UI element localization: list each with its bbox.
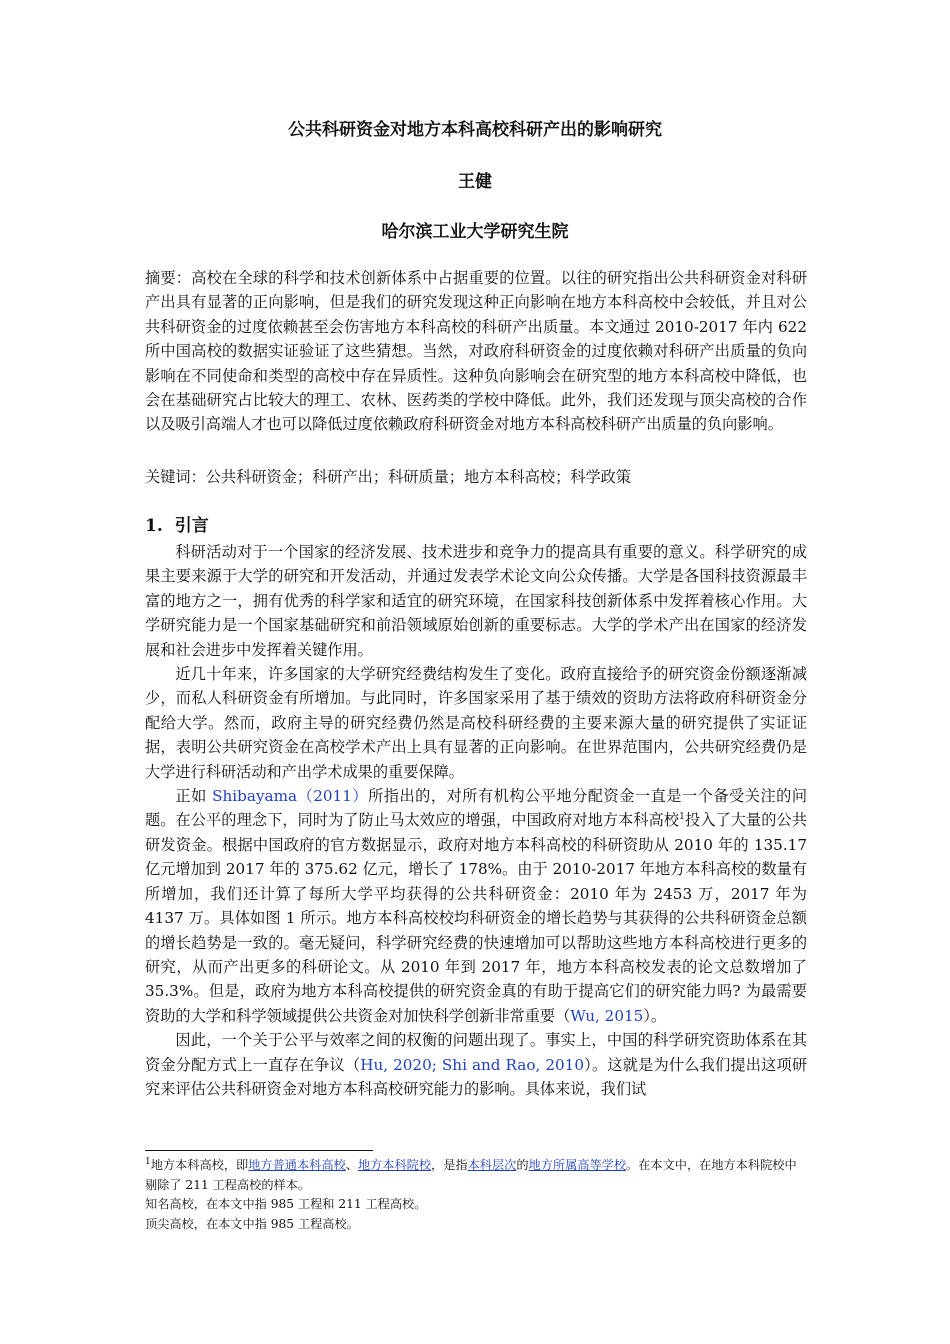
paragraph-3-text-c: 投入了大量的公共研发资金。根据中国政府的官方数据显示，政府对地方本科高校的科研资助从 2010 年的 135.17 亿元增加到 2017 年的 375.62 亿元，增长了 178%。由于 2010-2017 年地方本科高校的数量有所增加，我们还计算了每所大学平均获得的公共科研资金：2010 年为 2453 万，2017 年为 4137 万。具体如图 1 所示。地方本科高校校均科研资金的增长趋势与其获得的公共科研资金总额的增长趋势是一致的。毫无疑问，科学研究经费的快速增加可以帮助这些地方本科高校进行更多的研究，从而产出更多的科研论文。从 2010 年到 2017 年，地方本科高校发表的论文总数增加了 35.3%。但是，政府为地方本科高校提供的研究资金真的有助于提高它们的研究能力吗? 为最需要资助的大学和科学领域提供公共资金对加快科学创新非常重要（ <box>145 811 808 1025</box>
paragraph-3-text-a: 正如 <box>175 787 213 806</box>
abstract: 摘要：高校在全球的科学和技术创新体系中占据重要的位置。以往的研究指出公共科研资金对科研产出具有显著的正向影响，但是我们的研究发现这种正向影响在地方本科高校中会较低，并且对公共科研资金的过度依赖甚至会伤害地方本科高校的科研产出质量。本文通过 2010-2017 年内 622 所中国高校的数据实证验证了这些猜想。当然，对政府科研资金的过度依赖对科研产出质量的负向影响在不同使命和类型的高校中存在异质性。这种负向影响会在研究型的地方本科高校中降低，也会在基础研究占比较大的理工、农林、医药类的学校中降低。此外，我们还发现与顶尖高校的合作以及吸引高端人才也可以降低过度依赖政府科研资金对地方本科高校科研产出质量的负向影响。 <box>145 269 807 434</box>
footnote-link-local-institutions[interactable]: 地方所属高等学校 <box>528 1158 627 1172</box>
citation-shibayama[interactable]: Shibayama（2011） <box>212 787 369 806</box>
footnote-2: 知名高校，在本文中指 985 工程和 211 工程高校。 <box>145 1197 427 1212</box>
paragraph-3 <box>145 784 807 1028</box>
author-affiliation: 哈尔滨工业大学研究生院 <box>381 222 569 242</box>
author-name: 王健 <box>458 172 492 192</box>
footnote-1-marker: 1 <box>145 1156 151 1167</box>
footnote-1-text-d: 。在本文中，在地方本科院校中剔除了 211 工程高校的样本。 <box>145 1158 797 1192</box>
footnote-1-sep: 、 <box>345 1158 358 1172</box>
footnote-link-local-colleges[interactable]: 地方本科院校 <box>357 1158 432 1172</box>
footnote-divider <box>145 1150 373 1151</box>
section-heading <box>145 514 209 538</box>
footnote-1-text-b: ，是指 <box>431 1158 468 1172</box>
footnote-link-undergraduate-level[interactable]: 本科层次 <box>467 1158 517 1172</box>
paragraph-4-text-a: 因此，一个关于公平与效率之间的权衡的问题出现了。事实上，中国的科学研究资助体系在其资金分配方式上一直存在争议（ <box>145 1031 807 1074</box>
footnote-1 <box>145 1156 807 1195</box>
paragraph-3-text-b: 所指出的，对所有机构公平地分配资金一直是一个备受关注的问题。在公平的理念下，同时为了防止马太效应的增强，中国政府对地方本科高校 <box>145 787 808 830</box>
footnote-3: 顶尖高校，在本文中指 985 工程高校。 <box>145 1216 359 1231</box>
footnotes <box>145 1156 807 1234</box>
paragraph-1: 科研活动对于一个国家的经济发展、技术进步和竞争力的提高具有重要的意义。科学研究的成果主要来源于大学的研究和开发活动，并通过发表学术论文向公众传播。大学是各国科技资源最丰富的地方之一，拥有优秀的科学家和适宜的研究环境，在国家科技创新体系中发挥着核心作用。大学研究能力是一个国家基础研究和前沿领域原始创新的重要标志。大学的学术产出在国家的经济发展和社会进步中发挥着关键作用。 <box>145 543 807 659</box>
citation-hu-shi-rao[interactable]: Hu, 2020; Shi and Rao, 2010 <box>360 1055 584 1074</box>
keywords: 关键词：公共科研资金；科研产出；科研质量；地方本科高校；科学政策 <box>145 468 631 486</box>
section-title: 引言 <box>174 516 209 536</box>
paragraph-3-text-d: ）。 <box>643 1006 667 1025</box>
footnote-1-text-c: 的 <box>516 1158 529 1172</box>
paragraph-4 <box>145 1028 807 1101</box>
footnote-link-local-universities[interactable]: 地方普通本科高校 <box>248 1158 346 1172</box>
citation-wu[interactable]: Wu, 2015 <box>570 1006 644 1025</box>
footnote-1-text-a: 地方本科高校，即 <box>150 1158 249 1172</box>
section-number: 1. <box>145 516 163 536</box>
footnote-marker[interactable]: 1 <box>679 812 685 823</box>
paragraph-4-text-b: ）。这就是为什么我们提出这项研究来评估公共科研资金对地方本科高校研究能力的影响。具体来说，我们试 <box>145 1055 808 1098</box>
paper-title: 公共科研资金对地方本科高校科研产出的影响研究 <box>288 120 662 140</box>
paragraph-2: 近几十年来，许多国家的大学研究经费结构发生了变化。政府直接给予的研究资金份额逐渐减少，而私人科研资金有所增加。与此同时，许多国家采用了基于绩效的资助方法将政府科研资金分配给大学。然而，政府主导的研究经费仍然是高校科研经费的主要来源大量的研究提供了实证证据，表明公共研究资金在高校学术产出上具有显著的正向影响。在世界范围内，公共研究经费仍是大学进行科研活动和产出学术成果的重要保障。 <box>145 665 807 781</box>
body-text <box>145 540 807 1101</box>
